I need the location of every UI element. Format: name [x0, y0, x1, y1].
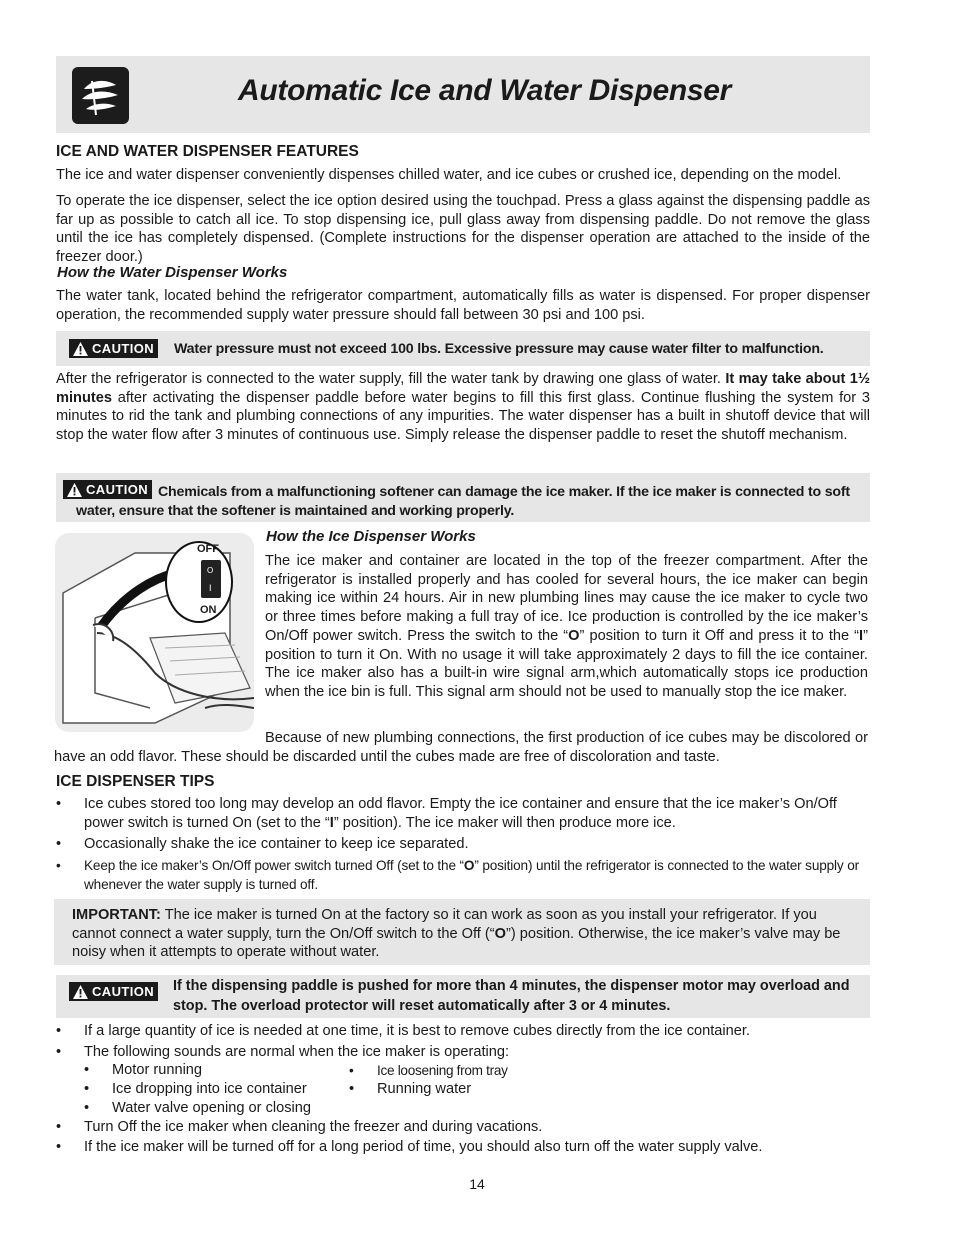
caution-label: CAUTION [92, 341, 155, 356]
list-item: • Ice dropping into ice container [84, 1080, 344, 1099]
ice-paragraph-2: Because of new plumbing connections, the first production of ice cubes may be discolored or have an odd flavor. These should be discarded until the cubes made are free of discoloration and taste. [54, 730, 868, 765]
off-label: OFF [197, 543, 219, 555]
ice-p1-text-a: The ice maker and container are located in the top of the freezer compartment. After the refrigerator is installed properly and has cooled for several hours, the ice maker can begin making ice within 24 hours. Air in new plumbing lines may cause the ice maker to cycle two or three times before making a full tray of ice. Ice production is controlled by the ice maker’s On/Off power switch. Press the switch to the “ [265, 553, 868, 644]
list-item: • The following sounds are normal when the ice maker is operating: [56, 1043, 870, 1062]
tips-heading: ICE DISPENSER TIPS [56, 773, 215, 790]
tips-list [56, 795, 870, 895]
ice-p1-i: I [859, 627, 864, 644]
important-text [72, 906, 862, 962]
caution-label: CAUTION [86, 482, 149, 497]
list-item: • Water valve opening or closing [84, 1099, 344, 1118]
caution-text-3: If the dispensing paddle is pushed for more than 4 minutes, the dispenser motor may overload and stop. The overload protector will reset automatically after 3 or 4 minutes. [173, 978, 850, 1014]
tip-text: Keep the ice maker’s On/Off power switch turned Off (set to the “ [84, 858, 464, 874]
warning-triangle-icon [73, 985, 88, 999]
list-item: • If a large quantity of ice is needed at one time, it is best to remove cubes directly from the ice container. [56, 1022, 870, 1041]
more-tips-list [56, 1022, 870, 1061]
features-paragraph-1: The ice and water dispenser conveniently dispenses chilled water, and ice cubes or crushed ice, depending on the model. [56, 167, 842, 183]
list-item: • Ice loosening from tray [349, 1061, 609, 1080]
tip-text: ” position). The ice maker will then produce more ice. [333, 814, 676, 831]
list-item: • Motor running [84, 1061, 344, 1080]
switch-i-mark: I [209, 583, 212, 593]
page-title: Automatic Ice and Water Dispenser [238, 74, 732, 107]
ice-paragraph-1 [265, 552, 868, 702]
list-item [56, 795, 870, 832]
switch-o-mark: O [207, 566, 214, 575]
sounds-list-1 [84, 1061, 344, 1118]
important-label: IMPORTANT: [72, 907, 161, 923]
water-heading: How the Water Dispenser Works [57, 264, 288, 281]
water-paragraph-2 [56, 370, 870, 445]
tip-bold: I [329, 814, 334, 831]
important-o: O [494, 925, 506, 942]
important-text-a: The ice maker is turned On at the factory so it can work as soon as you install your refrigerator. If you cannot connect a water supply, turn the On/Off switch to the Off (“ [72, 907, 817, 942]
caution-text-1: Water pressure must not exceed 100 lbs. Excessive pressure may cause water filter to malfunction. [174, 341, 824, 357]
ice-p1-o: O [568, 627, 580, 644]
tip-text: Ice cubes stored too long may develop an odd flavor. Empty the ice container and ensure that the ice maker’s On/Off power switch is turned On (set to the “ [84, 796, 837, 831]
water-p2-text-a: After the refrigerator is connected to the water supply, fill the water tank by drawing one glass of water. [56, 371, 721, 387]
list-item [56, 857, 870, 894]
caution-text-2: Chemicals from a malfunctioning softener can damage the ice maker. If the ice maker is connected to soft water, ensure that the softener is maintained and working properly. [76, 484, 850, 519]
ice-p1-text-b: ” position to turn it Off and press it to the “ [579, 627, 860, 644]
final-tips-list [56, 1118, 870, 1156]
water-p2-bold: It may take about 1½ minutes [56, 371, 870, 406]
features-heading: ICE AND WATER DISPENSER FEATURES [56, 143, 359, 160]
water-paragraph-1: The water tank, located behind the refrigerator compartment, automatically fills as water is dispensed. For proper dispenser operation, the recommended supply water pressure should fall between 30 psi and 100 psi. [56, 288, 870, 323]
on-label: ON [200, 604, 217, 616]
ice-heading: How the Ice Dispenser Works [266, 528, 476, 545]
ice-p1-text-c: ” position to turn it On. With no usage it will take approximately 2 days to fill the ice container. The ice maker also has a built-in wire signal arm,which automatically stops ice production when the ice bin is full. This signal arm should not be used to manually stop the ice maker. [265, 627, 868, 700]
tip-bold: O [463, 858, 475, 874]
caution-badge-3 [69, 982, 158, 1001]
list-item: • Turn Off the ice maker when cleaning the freezer and during vacations. [56, 1118, 870, 1137]
sounds-list-2 [349, 1061, 609, 1099]
caution-badge-1 [69, 339, 158, 358]
page-number: 14 [469, 1176, 485, 1192]
tip-text: ” position) until the refrigerator is connected to the water supply or whenever the water supply is turned off. [84, 858, 859, 892]
list-item: • If the ice maker will be turned off for a long period of time, you should also turn off the water supply valve. [56, 1138, 870, 1157]
list-item: • Running water [349, 1080, 609, 1099]
caution-label: CAUTION [92, 984, 155, 999]
features-paragraph-2: To operate the ice dispenser, select the ice option desired using the touchpad. Press a glass against the dispensing paddle as far up as possible to catch all ice. To stop dispensing ice, pull glass away from dispensing paddle. Do not remove the glass until the ice has completely dispensed. (Complete instructions for the dispenser operation are attached to the inside of the freezer door.) [56, 193, 870, 266]
important-text-b: ”) position. Otherwise, the ice maker’s valve may be noisy when it attempts to operate without water. [72, 925, 841, 961]
list-item: • Occasionally shake the ice container to keep ice separated. [56, 835, 870, 854]
water-p2-text-b: after activating the dispenser paddle before water begins to fill this first glass. Continue flushing the system for 3 minutes to rid the tank and plumbing connections of any impurities. The water dispenser has a built in shutoff device that will stop the water flow after 3 minutes of continuous use. Simply release the dispenser paddle to reset the shutoff mechanism. [56, 389, 870, 444]
warning-triangle-icon [73, 342, 88, 356]
leaf-emblem-icon [72, 67, 129, 124]
